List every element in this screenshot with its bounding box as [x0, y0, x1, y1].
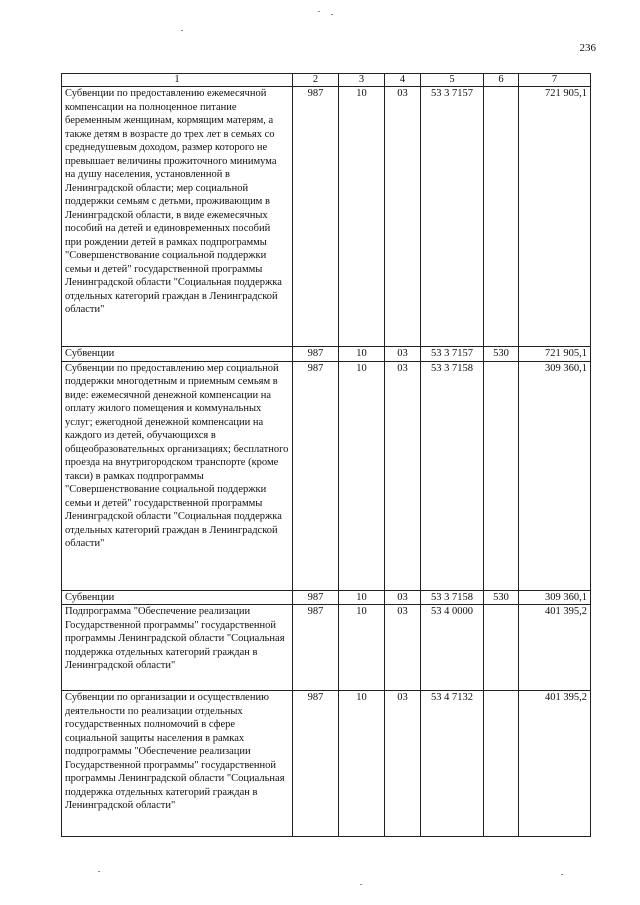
row-admin-code: 987 — [293, 87, 339, 347]
row-section: 10 — [339, 361, 385, 590]
row-target-article: 53 4 0000 — [421, 605, 484, 691]
row-description: Подпрограмма "Обеспечение реализации Государственной программы" государственной программы Ленинградской области "Социальная поддержка отдельных категорий граждан в Ленинградской области" — [62, 605, 293, 691]
header-col-3: 3 — [339, 74, 385, 87]
row-description: Субвенции по предоставлению мер социальной поддержки многодетным и приемным семьям в виде: ежемесячной денежной компенсации на оплату жилого помещения и коммунальных услуг; ежегодной денежной компенсации на каждого из детей, обучающихся в общеобразовательных организациях; бесплатного проезда на внутригородском транспорте (кроме такси) в рамках подпрограммы "Совершенствование социальной поддержки семьи и детей" государственной программы Ленинградской области "Социальная поддержка отдельных категорий граждан в Ленинградской области" — [62, 361, 293, 590]
header-row — [62, 74, 591, 87]
header-col-4: 4 — [385, 74, 421, 87]
page-number: 236 — [579, 42, 596, 54]
row-target-article: 53 3 7158 — [421, 361, 484, 590]
header-col-1: 1 — [62, 74, 293, 87]
header-col-2: 2 — [293, 74, 339, 87]
scan-speck — [98, 871, 100, 872]
row-description: Субвенции — [62, 590, 293, 605]
row-admin-code: 987 — [293, 691, 339, 837]
table-row — [62, 691, 591, 837]
row-expense-type — [484, 87, 519, 347]
row-description: Субвенции по предоставлению ежемесячной компенсации на полноценное питание беременным женщинам, кормящим матерям, а также детям в возрасте до трех лет в семьях со среднедушевым доходом, размер которого не превышает величины прожиточного минимума на душу населения, установленной в Ленинградской области; мер социальной поддержки семьям с детьми, проживающим в Ленинградской области, в виде ежемесячных пособий на детей и единовременных пособий при рождении детей в рамках подпрограммы "Совершенствование социальной поддержки семьи и детей" государственной программы Ленинградской области "Социальная поддержка отдельных категорий граждан в Ленинградской области" — [62, 87, 293, 347]
budget-table — [61, 73, 591, 837]
row-subsection: 03 — [385, 605, 421, 691]
table-row — [62, 87, 591, 347]
row-admin-code: 987 — [293, 361, 339, 590]
table-row — [62, 590, 591, 605]
row-admin-code: 987 — [293, 590, 339, 605]
row-amount: 721 905,1 — [519, 87, 591, 347]
scan-speck — [318, 11, 320, 12]
row-target-article: 53 3 7157 — [421, 347, 484, 362]
row-amount: 721 905,1 — [519, 347, 591, 362]
scan-speck — [360, 884, 362, 885]
row-target-article: 53 3 7158 — [421, 590, 484, 605]
row-section: 10 — [339, 605, 385, 691]
row-amount: 401 395,2 — [519, 691, 591, 837]
row-expense-type — [484, 605, 519, 691]
row-subsection: 03 — [385, 347, 421, 362]
row-subsection: 03 — [385, 361, 421, 590]
row-subsection: 03 — [385, 590, 421, 605]
row-target-article: 53 4 7132 — [421, 691, 484, 837]
row-amount: 401 395,2 — [519, 605, 591, 691]
row-amount: 309 360,1 — [519, 361, 591, 590]
table-row — [62, 605, 591, 691]
table-row — [62, 361, 591, 590]
row-subsection: 03 — [385, 691, 421, 837]
scan-speck — [331, 14, 333, 15]
header-col-6: 6 — [484, 74, 519, 87]
row-section: 10 — [339, 347, 385, 362]
scan-speck — [181, 30, 183, 31]
row-expense-type — [484, 361, 519, 590]
row-subsection: 03 — [385, 87, 421, 347]
row-description: Субвенции — [62, 347, 293, 362]
row-expense-type: 530 — [484, 590, 519, 605]
table-row — [62, 347, 591, 362]
row-section: 10 — [339, 691, 385, 837]
row-expense-type — [484, 691, 519, 837]
row-admin-code: 987 — [293, 347, 339, 362]
row-target-article: 53 3 7157 — [421, 87, 484, 347]
row-expense-type: 530 — [484, 347, 519, 362]
row-admin-code: 987 — [293, 605, 339, 691]
header-col-5: 5 — [421, 74, 484, 87]
header-col-7: 7 — [519, 74, 591, 87]
row-section: 10 — [339, 590, 385, 605]
row-section: 10 — [339, 87, 385, 347]
row-description: Субвенции по организации и осуществлению деятельности по реализации отдельных государственных полномочий в сфере социальной защиты населения в рамках подпрограммы "Обеспечение реализации Государственной программы" государственной программы Ленинградской области "Социальная поддержка отдельных категорий граждан в Ленинградской области" — [62, 691, 293, 837]
row-amount: 309 360,1 — [519, 590, 591, 605]
scan-speck — [561, 874, 563, 875]
